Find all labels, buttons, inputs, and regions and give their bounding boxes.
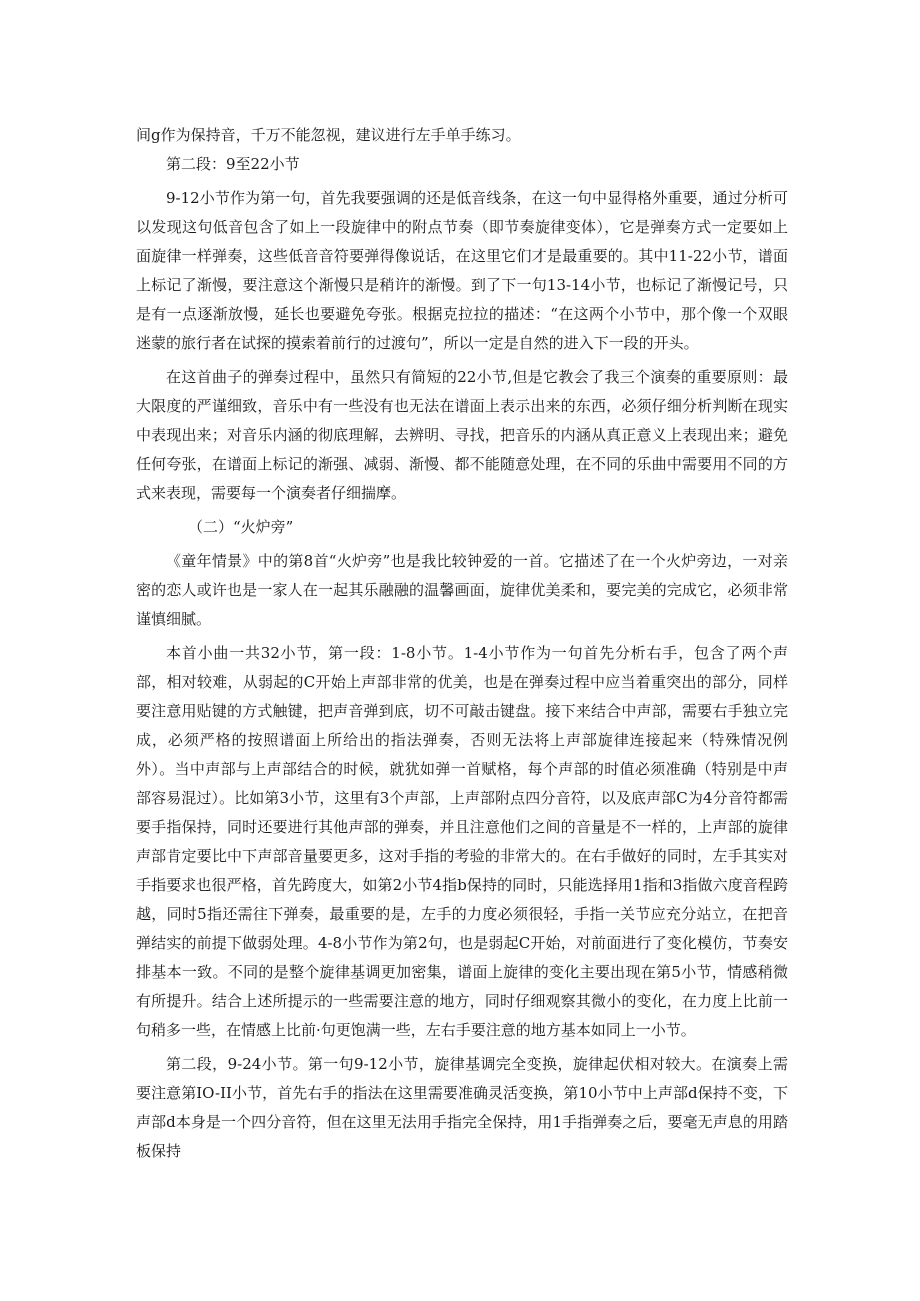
section-heading-2: 第二段：9至22小节 [166, 155, 300, 173]
document-page [136, 116, 788, 1166]
paragraph-continuation: 间g作为保持音，千万不能忽视，建议进行左手单手练习。 [136, 126, 521, 144]
paragraph-3: 《童年情景》中的第8首“火炉旁”也是我比较钟爱的一首。它描述了在一个火炉旁边，一对亲密的恋人或许也是一家人在一起其乐融融的温馨画面，旋律优美柔和，要完美的完成它，必须非常谨慎细腻。 [136, 552, 788, 628]
subsection-heading-fireside: （二）“火炉旁” [188, 518, 294, 536]
paragraph-2: 在这首曲子的弹奏过程中，虽然只有简短的22小节,但是它教会了我三个演奏的重要原则：最大限度的严谨细致，音乐中有一些没有也无法在谱面上表示出来的东西，必须仔细分析判断在现实中表现出来；对音乐内涵的彻底理解，去辨明、寻找，把音乐的内涵从真正意义上表现出来；避免任何夸张，在谱面上标记的渐强、减弱、渐慢、都不能随意处理，在不同的乐曲中需要用不同的方式来表现，需要每一个演奏者仔细揣摩。 [136, 368, 788, 502]
paragraph-4: 本首小曲一共32小节，第一段：1-8小节。1-4小节作为一句首先分析右手，包含了两个声部，相对较难，从弱起的C开始上声部非常的优美，也是在弹奏过程中应当着重突出的部分，同样要注意用贴键的方式触键，把声音弹到底，切不可敲击键盘。接下来结合中声部，需要右手独立完成，必须严格的按照谱面上所给出的指法弹奏，否则无法将上声部旋律连接起来（特殊情况例外）。当中声部与上声部结合的时候，就犹如弹一首赋格，每个声部的时值必须准确（特别是中声部容易混过）。比如第3小节，这里有3个声部，上声部附点四分音符，以及底声部C为4分音符都需要手指保持，同时还要进行其他声部的弹奏，并且注意他们之间的音量是不一样的，上声部的旋律声部肯定要比中下声部音量要更多，这对手指的考验的非常大的。在右手做好的同时，左手其实对手指要求也很严格，首先跨度大，如第2小节4指b保持的同时，只能选择用1指和3指做六度音程跨越，同时5指还需往下弹奏，最重要的是，左手的力度必须很轻，手指一关节应充分站立，在把音弹结实的前提下做弱处理。4-8小节作为第2句，也是弱起C开始，对前面进行了变化模仿，节奏安排基本一致。不同的是整个旋律基调更加密集，谱面上旋律的变化主要出现在第5小节，情感稍微有所提升。结合上述所提示的一些需要注意的地方，同时仔细观察其微小的变化，在力度上比前一句稍多一些，在情感上比前·句更饱满一些，左右手要注意的地方基本如同上一小节。 [136, 644, 788, 1039]
paragraph-5: 第二段，9-24小节。第一句9-12小节，旋律基调完全变换，旋律起伏相对较大。在演奏上需要注意第IO-II小节，首先右手的指法在这里需要准确灵活变换，第10小节中上声部d保持不变，下声部d本身是一个四分音符，但在这里无法用手指完全保持，用1手指弹奏之后，要毫无声息的用踏板保持 [136, 1055, 788, 1160]
paragraph-1: 9-12小节作为第一句，首先我要强调的还是低音线条，在这一句中显得格外重要，通过分析可以发现这句低音包含了如上一段旋律中的附点节奏（即节奏旋律变体），它是弹奏方式一定要如上面旋律一样弹奏，这些低音音符要弹得像说话，在这里它们才是最重要的。其中11-22小节，谱面上标记了渐慢，要注意这个渐慢只是稍许的渐慢。到了下一句13-14小节，也标记了渐慢记号，只是有一点逐渐放慢，延长也要避免夸张。根据克拉拉的描述：“在这两个小节中，那个像一个双眼迷蒙的旅行者在试探的摸索着前行的过渡句”，所以一定是自然的进入下一段的开头。 [136, 189, 788, 352]
